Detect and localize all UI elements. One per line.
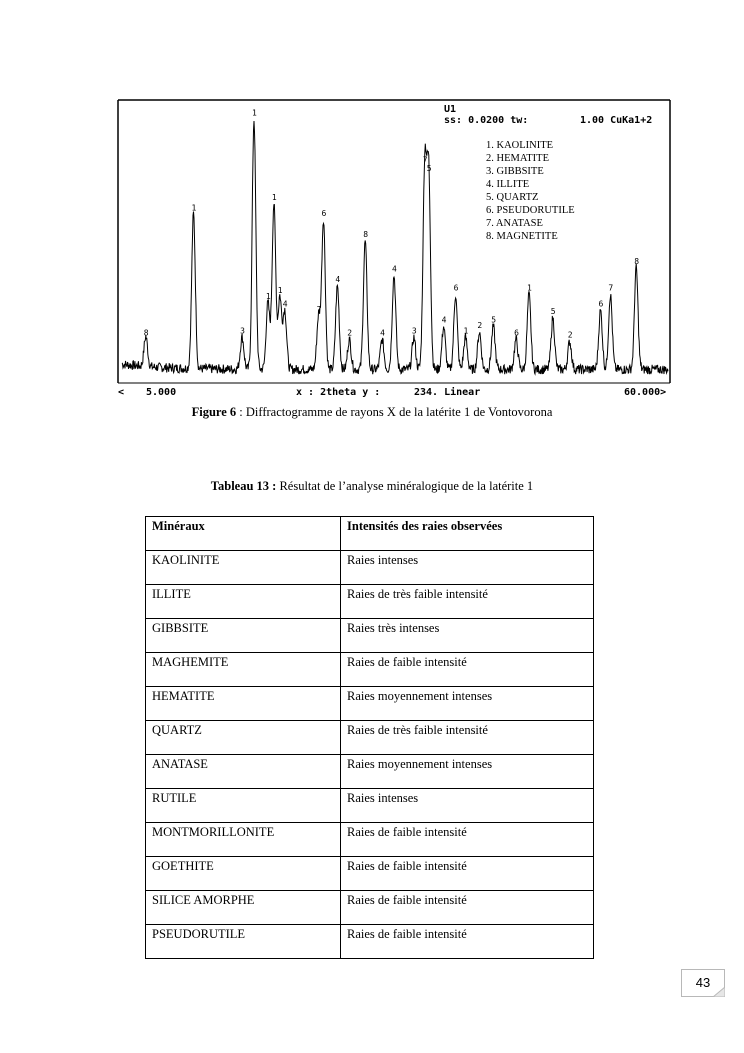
table-row [146, 687, 594, 721]
peak-label: 1 [252, 108, 257, 118]
mineral-table [145, 516, 594, 959]
table-row [146, 755, 594, 789]
table-row [146, 925, 594, 959]
table-row [146, 585, 594, 619]
peak-label: 4 [335, 275, 341, 285]
peak-label: 2 [477, 321, 483, 331]
table-row [146, 891, 594, 925]
mineral-name: MAGHEMITE [146, 653, 341, 687]
intensity-description: Raies de faible intensité [341, 823, 594, 857]
intensity-description: Raies moyennement intenses [341, 755, 594, 789]
mineral-name: SILICE AMORPHE [146, 891, 341, 925]
legend-entry: 1. KAOLINITE [486, 140, 554, 151]
chart-id: U1 [444, 104, 457, 115]
peak-label: 6 [321, 208, 327, 218]
mineral-name: GOETHITE [146, 857, 341, 891]
figure-caption-text: : Diffractogramme de rayons X de la latérite 1 de Vontovorona [236, 405, 553, 419]
legend-entry: 2. HEMATITE [486, 153, 549, 164]
mineral-name: MONTMORILLONITE [146, 823, 341, 857]
peak-label: 3 [411, 326, 417, 336]
table-caption [0, 479, 744, 494]
page-number: 43 [695, 975, 711, 990]
intensity-description: Raies de très faible intensité [341, 585, 594, 619]
peak-label: 8 [634, 257, 640, 266]
mineral-name: ANATASE [146, 755, 341, 789]
legend-entry: 4. ILLITE [486, 179, 530, 190]
xrd-figure [116, 98, 672, 401]
intensity-description: Raies de faible intensité [341, 891, 594, 925]
page-corner-fold-icon [713, 987, 725, 997]
mineral-name: GIBBSITE [146, 619, 341, 653]
peak-label: 5 [491, 315, 497, 325]
peak-label: 4 [282, 299, 288, 309]
column-header-intensities: Intensités des raies observées [341, 517, 594, 551]
figure-caption-label: Figure 6 [191, 405, 237, 419]
mineral-name: RUTILE [146, 789, 341, 823]
x-axis-left-marker: < [118, 387, 125, 398]
peak-label: 7 [422, 155, 428, 165]
peak-label: 6 [598, 299, 604, 309]
peak-label: 1 [271, 192, 277, 202]
mineral-name: PSEUDORUTILE [146, 925, 341, 959]
intensity-description: Raies de très faible intensité [341, 721, 594, 755]
table-caption-text: Résultat de l’analyse minéralogique de la latérite 1 [276, 479, 534, 493]
table-row [146, 551, 594, 585]
intensity-description: Raies de faible intensité [341, 857, 594, 891]
x-axis-min-label: 5.000 [146, 387, 177, 398]
mineral-name: KAOLINITE [146, 551, 341, 585]
mineral-name: ILLITE [146, 585, 341, 619]
page-number-box [681, 969, 725, 997]
peak-label: 1 [277, 285, 283, 295]
diffractogram-chart [116, 98, 672, 401]
peak-label: 7 [608, 283, 614, 293]
peak-label: 7 [316, 305, 322, 314]
intensity-description: Raies de faible intensité [341, 653, 594, 687]
peak-label: 1 [265, 292, 271, 302]
peak-label: 4 [392, 264, 397, 274]
peak-label: 6 [453, 283, 459, 293]
peak-label: 2 [567, 330, 573, 340]
chart-scan-info: ss: 0.0200 tw: [444, 115, 529, 126]
table-row [146, 857, 594, 891]
peak-label: 4 [380, 328, 385, 338]
peak-label: 4 [441, 315, 447, 325]
peak-label: 1 [463, 326, 469, 336]
table-row [146, 619, 594, 653]
table-header-row [146, 517, 594, 551]
peak-label: 5 [550, 307, 556, 317]
peak-label: 3 [240, 326, 245, 336]
peak-label: 8 [143, 328, 149, 338]
table-row [146, 721, 594, 755]
table-caption-label: Tableau 13 : [210, 479, 277, 493]
x-axis-max-label: 60.000> [624, 387, 667, 398]
legend-entry: 6. PSEUDORUTILE [486, 205, 575, 216]
peak-label: 2 [347, 328, 353, 338]
mineral-name: HEMATITE [146, 687, 341, 721]
legend-entry: 7. ANATASE [486, 218, 543, 229]
peak-label: 6 [514, 328, 519, 338]
intensity-description: Raies intenses [341, 551, 594, 585]
y-scale-label: 234. Linear [414, 387, 481, 398]
chart-target-info: 1.00 CuKa1+2 [580, 115, 653, 126]
column-header-minerals: Minéraux [146, 517, 341, 551]
intensity-description: Raies moyennement intenses [341, 687, 594, 721]
legend-entry: 8. MAGNETITE [486, 231, 558, 242]
legend-entry: 5. QUARTZ [486, 192, 539, 203]
intensity-description: Raies intenses [341, 789, 594, 823]
table-row [146, 789, 594, 823]
legend-entry: 3. GIBBSITE [486, 166, 544, 177]
table-row [146, 653, 594, 687]
peak-label: 5 [426, 164, 432, 173]
mineral-name: QUARTZ [146, 721, 341, 755]
table-row [146, 823, 594, 857]
intensity-description: Raies très intenses [341, 619, 594, 653]
figure-caption [0, 405, 744, 420]
peak-label: 8 [363, 230, 369, 240]
peak-label: 1 [191, 203, 197, 213]
x-axis-title: x : 2theta y : [296, 387, 381, 398]
peak-label: 1 [527, 283, 532, 293]
intensity-description: Raies de faible intensité [341, 925, 594, 959]
